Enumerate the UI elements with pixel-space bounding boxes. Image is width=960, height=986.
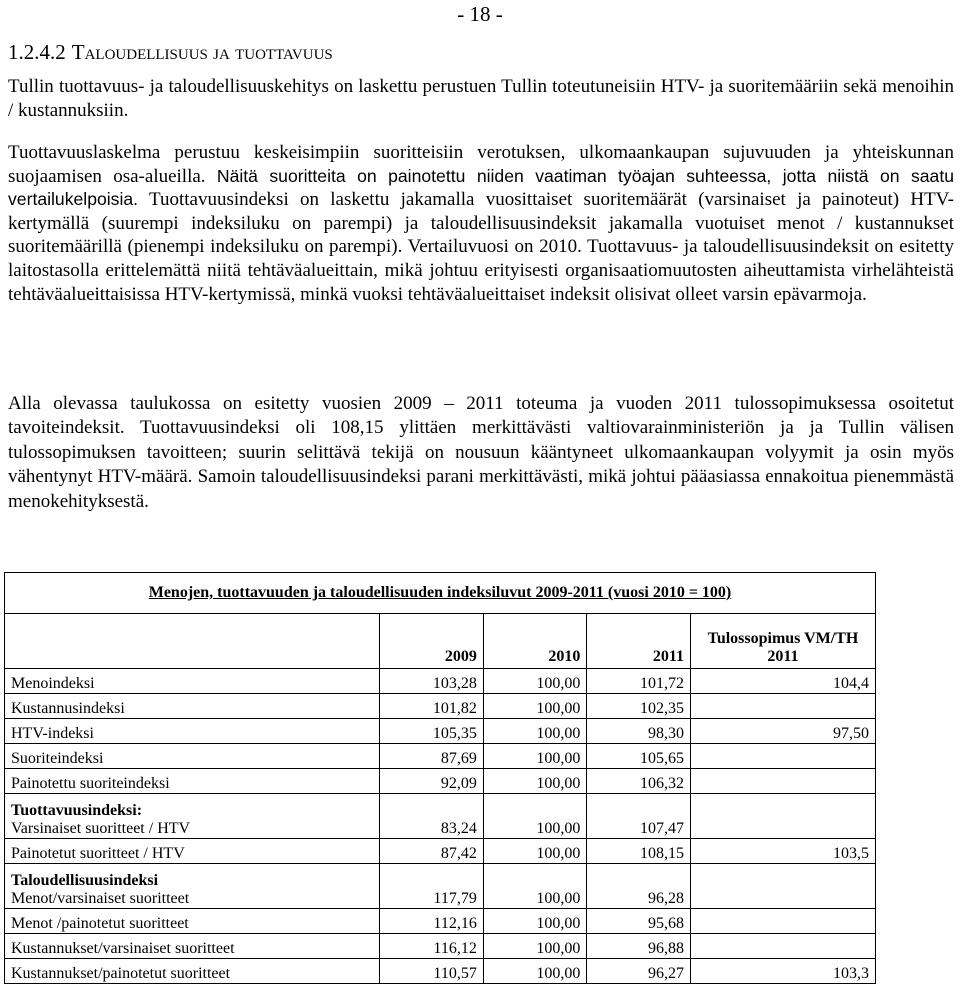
value-2011: 102,35 xyxy=(587,694,691,719)
value-target xyxy=(690,864,875,909)
value-2009: 103,28 xyxy=(380,669,484,694)
value-2010: 100,00 xyxy=(483,794,587,839)
paragraph-results xyxy=(8,392,954,514)
section-number: 1.2.4.2 xyxy=(8,40,66,64)
value-2011: 98,30 xyxy=(587,719,691,744)
value-2010: 100,00 xyxy=(483,744,587,769)
value-2009: 112,16 xyxy=(380,909,484,934)
row-label: Menot/varsinaiset suoritteet xyxy=(11,890,190,907)
value-2010: 100,00 xyxy=(483,669,587,694)
paragraph-method-text-a: Tuottavuuslaskelma perustuu keskeisimpiin suoritteisiin verotuksen, ulkomaankaupan sujuvuuden ja yhteiskunnan suojaamisen osa-alueilla. xyxy=(8,142,954,187)
value-2009: 83,24 xyxy=(380,794,484,839)
value-target xyxy=(690,769,875,794)
table-row xyxy=(5,934,876,959)
row-label: Painotettu suoriteindeksi xyxy=(11,775,170,792)
paragraph-results-text: Alla olevassa taulukossa on esitetty vuosien 2009 – 2011 toteuma ja vuoden 2011 tulossopimuksessa osoitetut tavoiteindeksit. Tuottavuusindeksi oli 108,15 ylittäen merkittävästi valtiovarainministeriön ja ja Tullin välisen tulossopimuksen tavoitteen; suurin selittävä tekijä on nousuun kääntyneet ulkomaankaupan volyymit ja osin myös vähentynyt HTV-määrä. Samoin taloudellisuusindeksi parani merkittävästi, mikä johtui pääasiassa ennakoitua pienemmästä menokehityksestä. xyxy=(8,393,954,512)
row-label: Painotetut suoritteet / HTV xyxy=(11,845,185,862)
header-target: Tulossopimus VM/TH 2011 xyxy=(690,614,875,669)
table-row xyxy=(5,864,876,909)
row-label-cell xyxy=(5,744,380,769)
paragraph-intro xyxy=(8,75,954,124)
section-title: Taloudellisuus ja tuottavuus xyxy=(71,40,333,64)
table-row xyxy=(5,694,876,719)
row-label-cell xyxy=(5,794,380,839)
table-row xyxy=(5,769,876,794)
value-target xyxy=(690,694,875,719)
row-label-cell xyxy=(5,864,380,909)
row-label: Menot /painotetut suoritteet xyxy=(11,915,189,932)
header-2009: 2009 xyxy=(380,614,484,669)
value-2009: 105,35 xyxy=(380,719,484,744)
value-2010: 100,00 xyxy=(483,839,587,864)
value-2011: 106,32 xyxy=(587,769,691,794)
row-label-cell xyxy=(5,694,380,719)
header-2011: 2011 xyxy=(587,614,691,669)
row-label: HTV-indeksi xyxy=(11,725,94,742)
row-label: Kustannusindeksi xyxy=(11,700,125,717)
table-caption xyxy=(5,573,876,614)
value-2010: 100,00 xyxy=(483,719,587,744)
table-row xyxy=(5,909,876,934)
value-2011: 105,65 xyxy=(587,744,691,769)
row-label-cell xyxy=(5,719,380,744)
value-2009: 87,69 xyxy=(380,744,484,769)
value-target: 103,3 xyxy=(690,959,875,984)
header-2010: 2010 xyxy=(483,614,587,669)
value-target: 104,4 xyxy=(690,669,875,694)
paragraph-method-text-c: Tuottavuusindeksi on laskettu jakamalla vuosittaiset suoritemäärät (varsinaiset ja painoteut) HTV-kertymällä (suurempi indeksiluku on parempi) ja taloudellisuusindeksit jakamalla vuotuiset menot / kustannukset suoritemäärillä (pienempi indeksiluku on parempi). Vertailuvuosi on 2010. Tuottavuus- ja taloudellisuusindeksit on esitetty laitostasolla erittelemättä niitä tehtäväalueittain, mikä johtuu erityisesti organisaatiomuutosten aiheuttamista virhelähteistä tehtäväalueittaisissa HTV-kertymissä, minkä vuoksi tehtäväalueittaiset indeksit olisivat olleet varsin epävarmoja. xyxy=(8,189,954,305)
value-2010: 100,00 xyxy=(483,769,587,794)
table-header-row xyxy=(5,614,876,669)
value-2010: 100,00 xyxy=(483,959,587,984)
table-caption-text: Menojen, tuottavuuden ja taloudellisuuden indeksiluvut 2009-2011 (vuosi 2010 = 100) xyxy=(148,584,732,601)
row-label: Varsinaiset suoritteet / HTV xyxy=(11,820,191,837)
value-2011: 96,28 xyxy=(587,864,691,909)
value-2009: 117,79 xyxy=(380,864,484,909)
row-section-heading: Tuottavuusindeksi: xyxy=(11,802,143,819)
table-row xyxy=(5,959,876,984)
value-2010: 100,00 xyxy=(483,934,587,959)
table-row xyxy=(5,744,876,769)
header-label xyxy=(5,614,380,669)
value-2010: 100,00 xyxy=(483,864,587,909)
value-2011: 96,27 xyxy=(587,959,691,984)
value-2011: 107,47 xyxy=(587,794,691,839)
value-2010: 100,00 xyxy=(483,694,587,719)
row-label-cell xyxy=(5,909,380,934)
row-label: Menoindeksi xyxy=(11,675,95,692)
paragraph-intro-text: Tullin tuottavuus- ja taloudellisuuskehitys on laskettu perustuen Tullin toteutuneisiin HTV- ja suoritemääriin sekä menoihin / kustannuksiin. xyxy=(8,76,954,122)
table-row xyxy=(5,719,876,744)
value-target: 97,50 xyxy=(690,719,875,744)
value-2009: 110,57 xyxy=(380,959,484,984)
value-2009: 92,09 xyxy=(380,769,484,794)
row-label-cell xyxy=(5,839,380,864)
row-label-cell xyxy=(5,769,380,794)
row-label-cell xyxy=(5,669,380,694)
value-target: 103,5 xyxy=(690,839,875,864)
value-2009: 101,82 xyxy=(380,694,484,719)
row-label: Kustannukset/painotetut suoritteet xyxy=(11,965,231,982)
value-target xyxy=(690,909,875,934)
section-heading xyxy=(8,40,333,65)
row-label: Suoriteindeksi xyxy=(11,750,104,767)
table-row xyxy=(5,839,876,864)
value-2009: 116,12 xyxy=(380,934,484,959)
table-row xyxy=(5,794,876,839)
index-table-body xyxy=(5,573,876,984)
index-table xyxy=(4,572,876,984)
row-section-heading: Taloudellisuusindeksi xyxy=(11,872,159,889)
value-2011: 101,72 xyxy=(587,669,691,694)
row-label-cell xyxy=(5,934,380,959)
value-target xyxy=(690,934,875,959)
value-2011: 96,88 xyxy=(587,934,691,959)
table-row xyxy=(5,669,876,694)
value-2009: 87,42 xyxy=(380,839,484,864)
paragraph-method xyxy=(8,141,954,306)
value-target xyxy=(690,744,875,769)
value-target xyxy=(690,794,875,839)
paragraph-method-text-b: Näitä suoritteita on painotettu niiden vaatiman työajan suhteessa, jotta niistä on saatu vertailukelpoisia. xyxy=(8,165,955,210)
row-label-cell xyxy=(5,959,380,984)
value-2010: 100,00 xyxy=(483,909,587,934)
table-caption-row xyxy=(5,573,876,614)
value-2011: 95,68 xyxy=(587,909,691,934)
page-number: - 18 - xyxy=(457,2,503,26)
value-2011: 108,15 xyxy=(587,839,691,864)
row-label: Kustannukset/varsinaiset suoritteet xyxy=(11,940,235,957)
